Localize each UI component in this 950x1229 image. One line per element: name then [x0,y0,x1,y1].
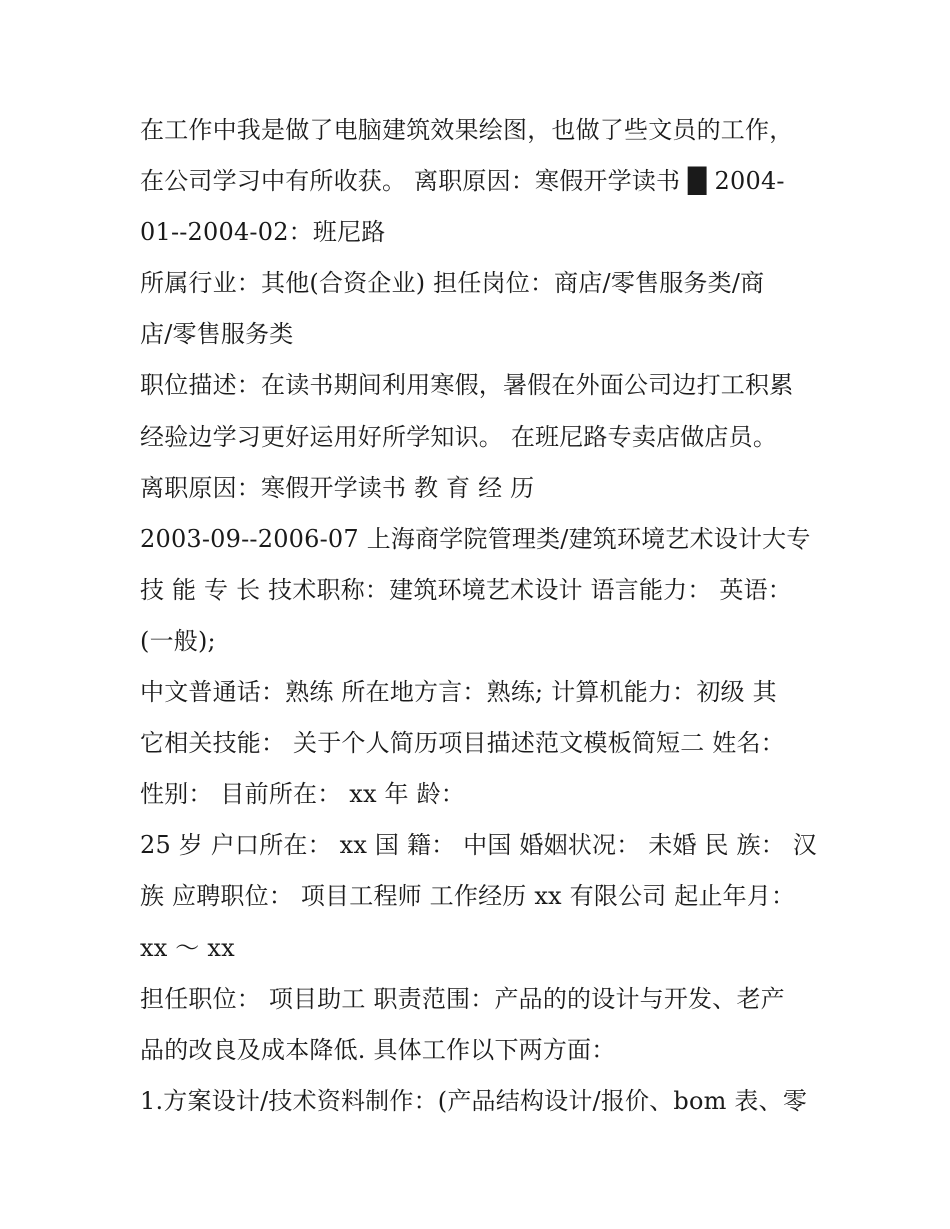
text-line: 族 应聘职位： 项目工程师 工作经历 xx 有限公司 起止年月： [140,882,796,911]
text-line: 所属行业：其他(合资企业) 担任岗位：商店/零售服务类/商 [140,269,765,298]
text-line: 它相关技能： 关于个人简历项目描述范文模板简短二 姓名： [140,729,785,758]
text-line: 品的改良及成本降低. 具体工作以下两方面： [140,1035,616,1064]
text-line: (一般); [140,626,216,655]
text-line: 25 岁 户口所在： xx 国 籍： 中国 婚姻状况： 未婚 民 族： 汉 [140,831,817,860]
text-line: 离职原因：寒假开学读书 教 育 经 历 [140,473,535,502]
text-line: 担任职位： 项目助工 职责范围：产品的的设计与开发、老产 [140,984,785,1013]
text-line: 店/零售服务类 [140,320,294,349]
text-line: xx ～ xx [140,933,235,962]
text-line: 01--2004-02：班尼路 [140,218,386,247]
text-line: 中文普通话：熟练 所在地方言：熟练; 计算机能力：初级 其 [140,678,777,707]
text-line: 技 能 专 长 技术职称：建筑环境艺术设计 语言能力： 英语： [140,575,792,604]
text-line: 2003-09--2006-07 上海商学院管理类/建筑环境艺术设计大专 [140,524,811,553]
text-line: 性别： 目前所在： xx 年 龄： [140,780,465,809]
text-line: 1.方案设计/技术资料制作：(产品结构设计/报价、bom 表、零 [140,1086,808,1115]
document-body [140,105,820,1127]
text-line: 在公司学习中有所收获。 离职原因：寒假开学读书 █ 2004- [140,167,785,196]
text-line: 职位描述：在读书期间利用寒假，暑假在外面公司边打工积累 [140,371,794,400]
text-line: 经验边学习更好运用好所学知识。 在班尼路专卖店做店员。 [140,422,778,451]
text-line: 在工作中我是做了电脑建筑效果绘图，也做了些文员的工作， [140,116,794,144]
